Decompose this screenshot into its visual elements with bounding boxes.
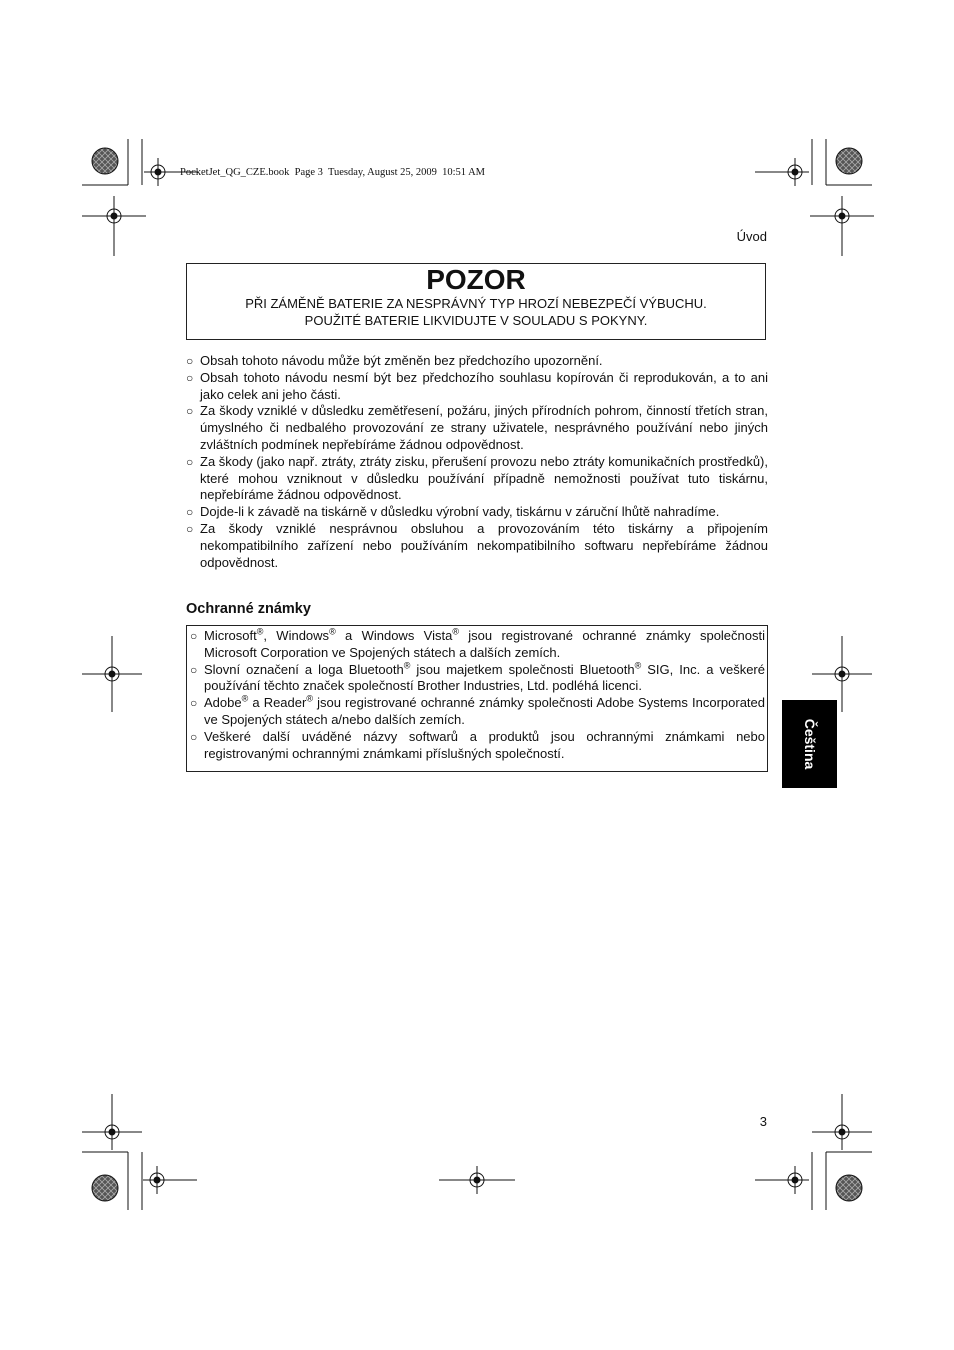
list-item: ○ Adobe® a Reader® jsou registrované ochranné známky společnosti Adobe Systems Incorporated ve Spojených státech a/nebo dalších zemích. bbox=[190, 693, 765, 727]
trademarks-box bbox=[186, 625, 768, 772]
trademarks-heading: Ochranné známky bbox=[186, 601, 311, 617]
section-title: Úvod bbox=[736, 229, 767, 244]
trademarks-list bbox=[190, 628, 765, 762]
list-item: ○ Veškeré další uváděné názvy softwarů a produktů jsou ochrannými známkami nebo registrovanými ochrannými známkami příslušných společností. bbox=[190, 728, 765, 761]
list-item: ○ Obsah tohoto návodu může být změněn bez předchozího upozornění. bbox=[186, 353, 603, 368]
list-item: ○ Dojde-li k závadě na tiskárně v důsledku výrobní vady, tiskárnu v záruční lhůtě nahradíme. bbox=[186, 504, 720, 520]
bullet-icon: ○ bbox=[186, 521, 194, 536]
language-tab bbox=[782, 700, 837, 788]
bullet-icon: ○ bbox=[190, 696, 198, 711]
warning-line: POUŽITÉ BATERIE LIKVIDUJTE V SOULADU S POKYNY. bbox=[304, 313, 648, 328]
bullet-icon: ○ bbox=[186, 370, 194, 385]
list-item: ○ Za škody vzniklé v důsledku zemětřesení, požáru, jiných přírodních pohrom, činností třetích stran, úmyslného či nedbalého provozování ze strany uživatele, nesprávného používání nebo jiných zvláštních podmínek nepřebíráme žádnou odpovědnost. bbox=[186, 403, 768, 452]
page-number: 3 bbox=[759, 1114, 767, 1129]
bullet-icon: ○ bbox=[186, 404, 194, 419]
bullet-icon: ○ bbox=[190, 662, 198, 677]
list-item: ○ Za škody (jako např. ztráty, ztráty zisku, přerušení provozu nebo ztráty komunikačních prostředků), které mohou vzniknout v důsledku používání případně nemožnosti používat tuto tiskárnu, nepřebíráme žádnou odpovědnost. bbox=[186, 453, 768, 503]
list-item: ○ Microsoft®, Windows® a Windows Vista® jsou registrované ochranné známky společnosti Microsoft Corporation ve Spojených státech a dalších zemích. bbox=[190, 626, 766, 660]
language-tab-label: Čeština bbox=[801, 718, 818, 770]
bullet-icon: ○ bbox=[186, 454, 194, 469]
file-meta-line: PocketJet_QG_CZE.book Page 3 Tuesday, August 25, 2009 10:51 AM bbox=[180, 167, 485, 178]
bullet-icon: ○ bbox=[190, 629, 198, 643]
warning-box bbox=[186, 263, 766, 340]
list-item: ○ Obsah tohoto návodu nesmí být bez předchozího souhlasu kopírován či reprodukován, a to ani jako celek ani jeho části. bbox=[186, 369, 768, 402]
bullet-icon: ○ bbox=[186, 505, 194, 520]
bullet-icon: ○ bbox=[186, 354, 194, 368]
list-item: ○ Za škody vzniklé nesprávnou obsluhou a provozováním této tiskárny a připojením nekompatibilního zařízení nebo používáním nekompatibilního softwaru nepřebíráme žádnou odpovědnost. bbox=[186, 520, 768, 570]
bullet-icon: ○ bbox=[190, 729, 198, 744]
warning-line: PŘI ZÁMĚNĚ BATERIE ZA NESPRÁVNÝ TYP HROZÍ NEBEZPEČÍ VÝBUCHU. bbox=[245, 296, 707, 311]
list-item: ○ Slovní označení a loga Bluetooth® jsou majetkem společnosti Bluetooth® SIG, Inc. a veškeré používání těchto značek společností Brother Industries, Ltd. podléhá licenci. bbox=[190, 660, 765, 694]
notes-list bbox=[186, 353, 768, 571]
warning-title: POZOR bbox=[426, 264, 526, 295]
